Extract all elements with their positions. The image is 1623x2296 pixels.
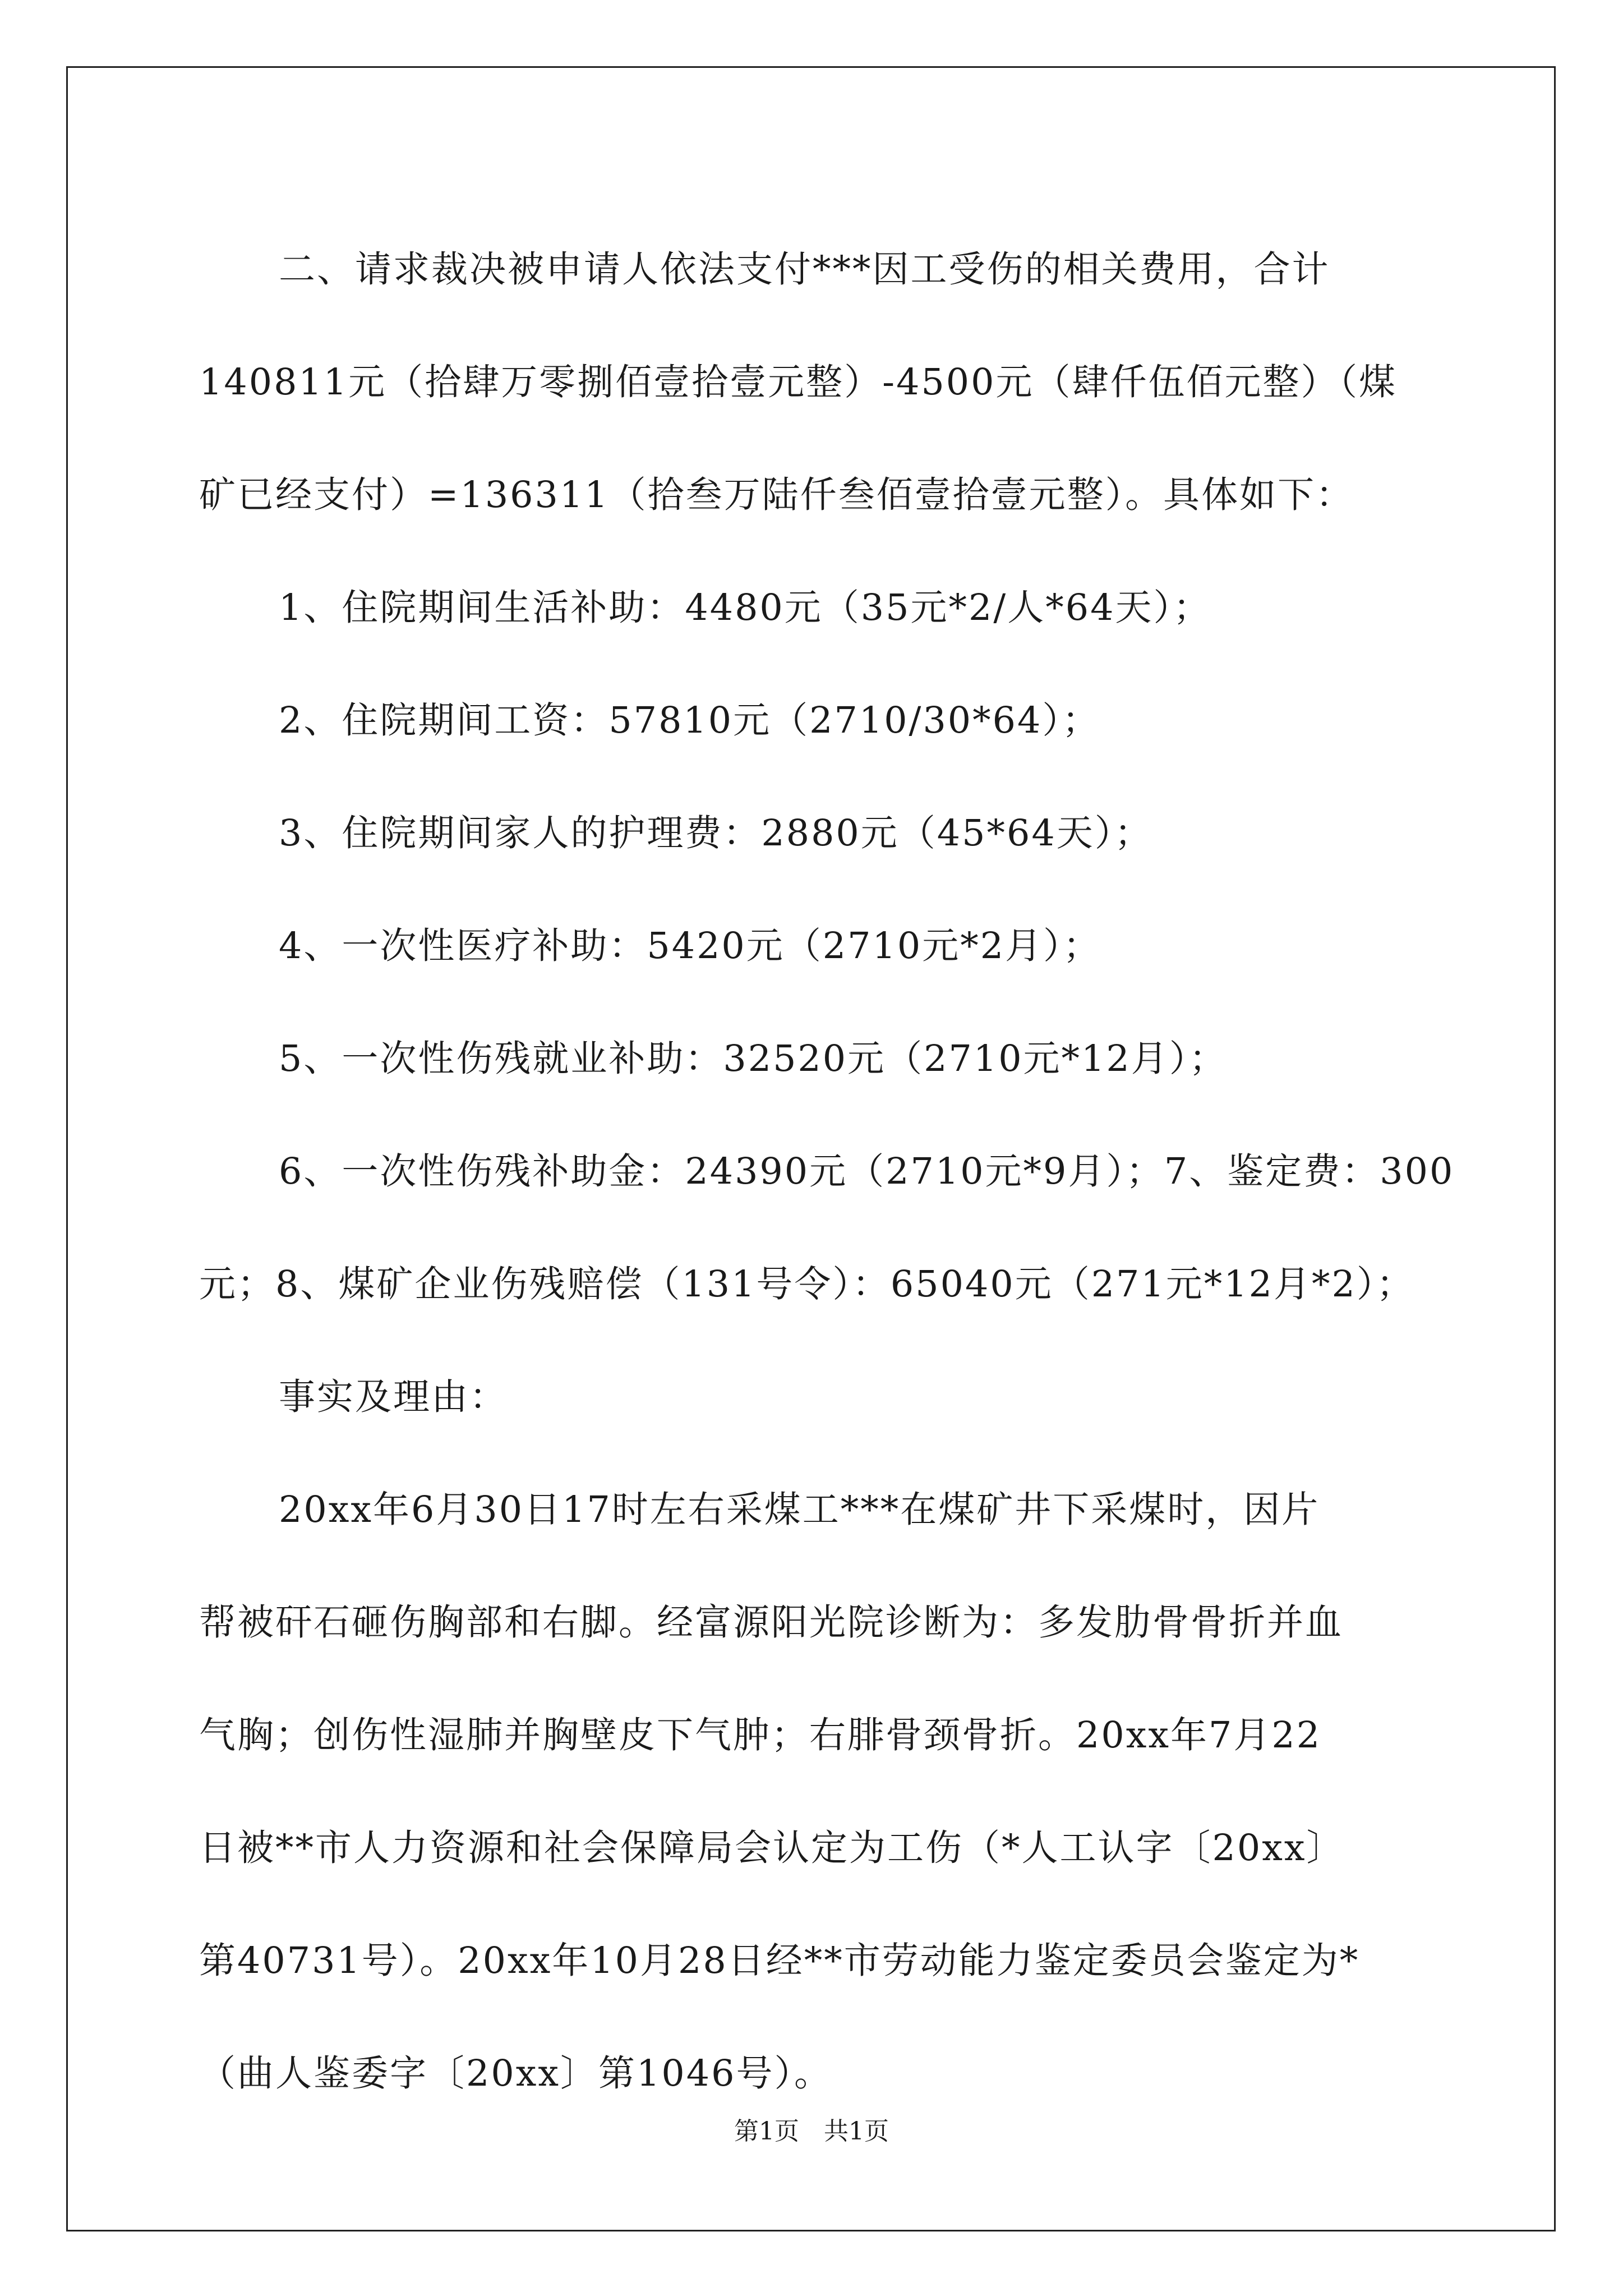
list-item: 5、一次性伤残就业补助：32520元（2710元*12月）；	[279, 1038, 1228, 1080]
paragraph-claim-line: 140811元（拾肆万零捌佰壹拾壹元整）-4500元（肆仟伍佰元整）（煤	[199, 361, 1398, 403]
paragraph-claim-line: 二、请求裁决被申请人依法支付***因工受伤的相关费用，合计	[279, 249, 1330, 291]
paragraph-facts-line: 气胸；创伤性湿肺并胸壁皮下气肿；右腓骨颈骨折。20xx年7月22	[199, 1714, 1322, 1756]
list-item: 2、住院期间工资：57810元（2710/30*64）；	[279, 700, 1100, 742]
paragraph-facts-line: （曲人鉴委字〔20xx〕第1046号）。	[199, 2053, 832, 2095]
list-item: 4、一次性医疗补助：5420元（2710元*2月）；	[279, 925, 1101, 967]
list-item: 3、住院期间家人的护理费：2880元（45*64天）；	[279, 812, 1153, 854]
paragraph-claim-line: 矿已经支付）=136311（拾叁万陆仟叁佰壹拾壹元整）。具体如下：	[199, 474, 1354, 516]
paragraph-facts-line: 第40731号）。20xx年10月28日经**市劳动能力鉴定委员会鉴定为*	[199, 1940, 1360, 1982]
list-item: 6、一次性伤残补助金：24390元（2710元*9月）；7、鉴定费：300	[279, 1151, 1455, 1193]
paragraph-facts-line: 日被**市人力资源和社会保障局会认定为工伤（*人工认字〔20xx〕	[199, 1827, 1345, 1869]
list-item: 1、住院期间生活补助：4480元（35元*2/人*64天）；	[279, 587, 1211, 629]
section-heading: 事实及理由：	[279, 1376, 508, 1418]
document-body	[199, 213, 1455, 2130]
paragraph-facts-line: 20xx年6月30日17时左右采煤工***在煤矿井下采煤时，因片	[279, 1489, 1320, 1531]
page-footer: 第1页 共1页	[734, 2117, 889, 2146]
paragraph-facts-line: 帮被矸石砸伤胸部和右脚。经富源阳光院诊断为：多发肋骨骨折并血	[199, 1602, 1344, 1644]
list-item: 元；8、煤矿企业伤残赔偿（131号令）：65040元（271元*12月*2）；	[199, 1263, 1415, 1305]
